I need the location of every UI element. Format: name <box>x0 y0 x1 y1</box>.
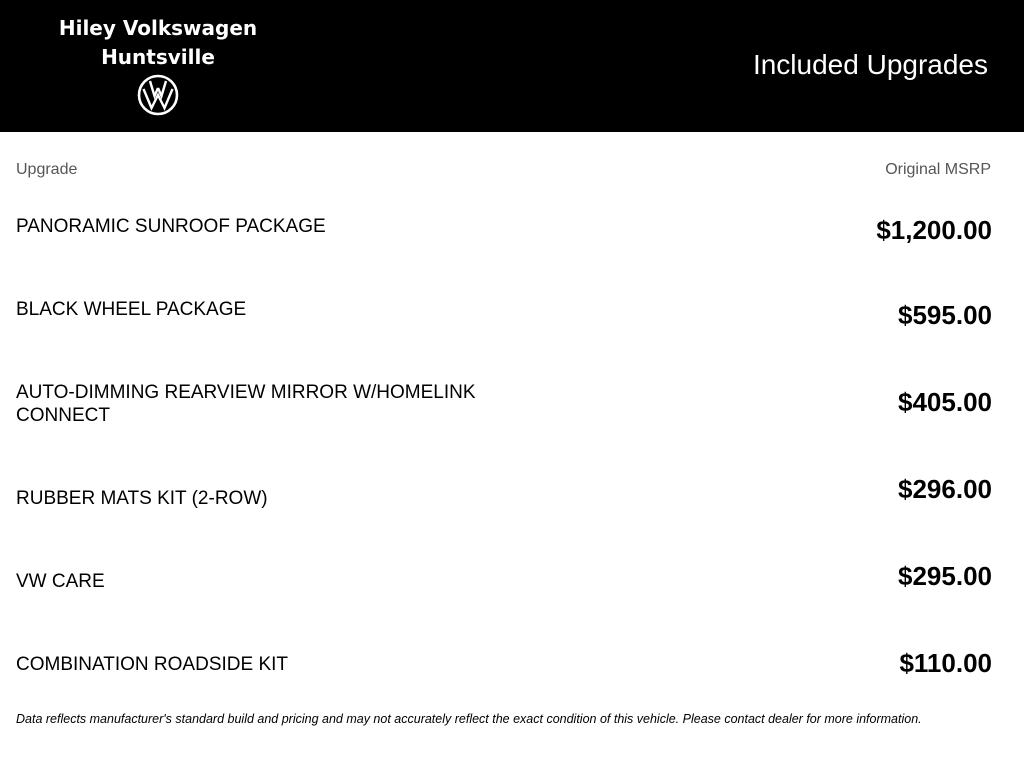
dealer-name <box>58 14 258 72</box>
upgrade-name: COMBINATION ROADSIDE KIT <box>16 654 289 675</box>
page-header <box>0 0 1024 132</box>
upgrade-price: $296.00 <box>898 474 992 504</box>
upgrade-price: $295.00 <box>898 561 992 591</box>
upgrade-name: PANORAMIC SUNROOF PACKAGE <box>16 216 326 237</box>
upgrade-name: VW CARE <box>16 571 105 592</box>
list-item <box>16 215 992 275</box>
upgrade-price: $405.00 <box>898 387 992 417</box>
upgrade-name: RUBBER MATS KIT (2-ROW) <box>16 488 268 509</box>
upgrade-price: $110.00 <box>899 648 992 678</box>
page-title: Included Upgrades <box>752 49 988 80</box>
dealer-name-line2: Huntsville <box>101 45 215 69</box>
column-header-msrp: Original MSRP <box>885 161 991 178</box>
upgrade-name: BLACK WHEEL PACKAGE <box>16 299 247 320</box>
upgrade-price: $1,200.00 <box>876 215 992 245</box>
upgrade-name: AUTO-DIMMING REARVIEW MIRROR W/HOMELINK CONNECT <box>16 382 476 426</box>
disclaimer-text: Data reflects manufacturer's standard build and pricing and may not accurately reflect the exact condition of this vehicle. Please contact dealer for more information. <box>16 712 922 726</box>
vw-logo-icon <box>137 74 179 116</box>
list-item <box>16 300 992 360</box>
list-item <box>16 648 992 708</box>
list-item <box>16 561 992 621</box>
list-item <box>16 382 992 447</box>
list-item <box>16 474 992 534</box>
dealer-name-line1: Hiley Volkswagen <box>58 16 258 40</box>
column-header-upgrade: Upgrade <box>16 161 78 178</box>
upgrade-price: $595.00 <box>898 300 992 330</box>
